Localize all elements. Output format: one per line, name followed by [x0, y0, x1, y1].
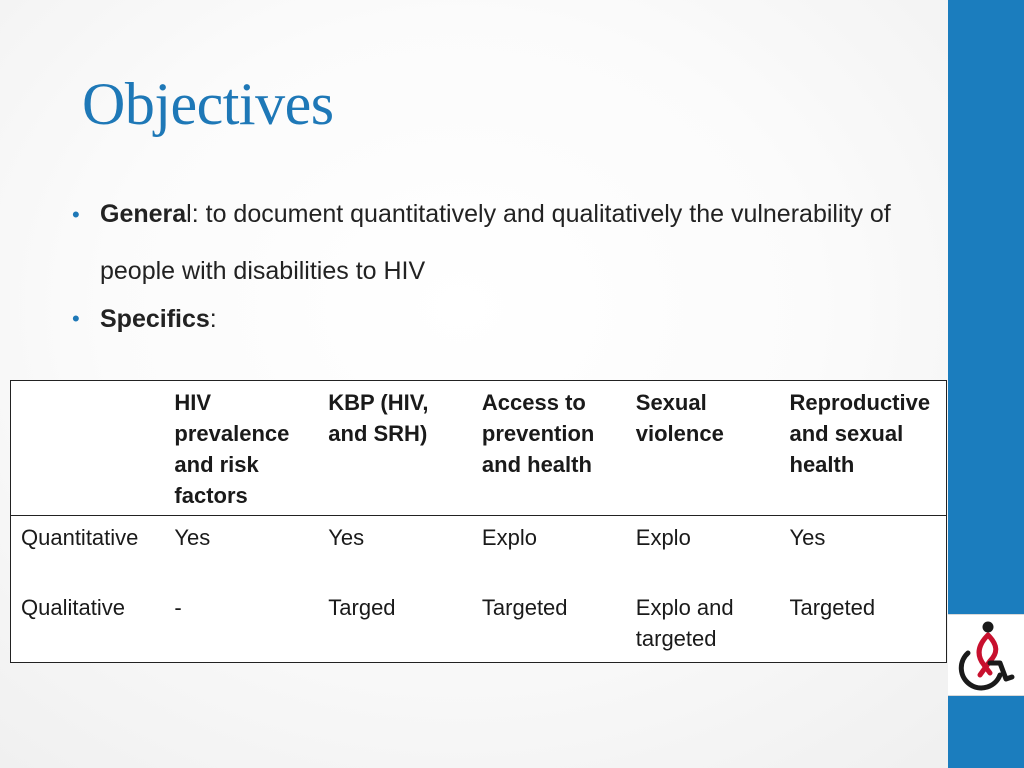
table-cell: Targed: [328, 595, 396, 620]
row-label: Qualitative: [21, 595, 125, 620]
table-header-row: [11, 381, 947, 516]
slide-title: Objectives: [82, 71, 334, 137]
bullet-list: [72, 194, 932, 336]
row-label: Quantitative: [21, 525, 139, 550]
bullet-specifics: [72, 302, 932, 336]
bullet-dot-icon: •: [72, 306, 80, 331]
table-header-cell: KBP (HIV, and SRH): [318, 381, 472, 516]
table-header-cell: Sexual violence: [626, 381, 780, 516]
objectives-table: [10, 380, 947, 663]
bullet-general: [72, 186, 932, 300]
table-cell: Explo and targeted: [635, 595, 734, 651]
general-label: Genera: [100, 200, 187, 228]
table-header-cell: Access to prevention and health: [472, 381, 626, 516]
general-text: l: to document quantitatively and qualitatively the vulnerability of people with disabilities to HIV: [100, 200, 891, 285]
table-row: [11, 516, 947, 587]
table-header-cell: HIV prevalence and risk factors: [164, 381, 318, 516]
table-cell: -: [174, 595, 182, 620]
table-cell: Explo: [481, 525, 537, 550]
logo: [948, 614, 1024, 696]
table-cell: Targeted: [789, 595, 876, 620]
bullet-dot-icon: •: [72, 202, 80, 227]
specifics-label: Specifics: [100, 305, 210, 333]
wheelchair-hiv-ribbon-icon: [954, 619, 1018, 691]
specifics-colon: :: [209, 305, 217, 333]
table-row: [11, 586, 947, 663]
table-header-cell: Reproductive and sexual health: [780, 381, 947, 516]
table-cell: Targeted: [481, 595, 568, 620]
table-cell: Yes: [174, 525, 211, 550]
table-cell: Yes: [789, 525, 826, 550]
table-header-cell: [11, 381, 165, 516]
table-cell: Yes: [328, 525, 365, 550]
table-cell: Explo: [635, 525, 691, 550]
